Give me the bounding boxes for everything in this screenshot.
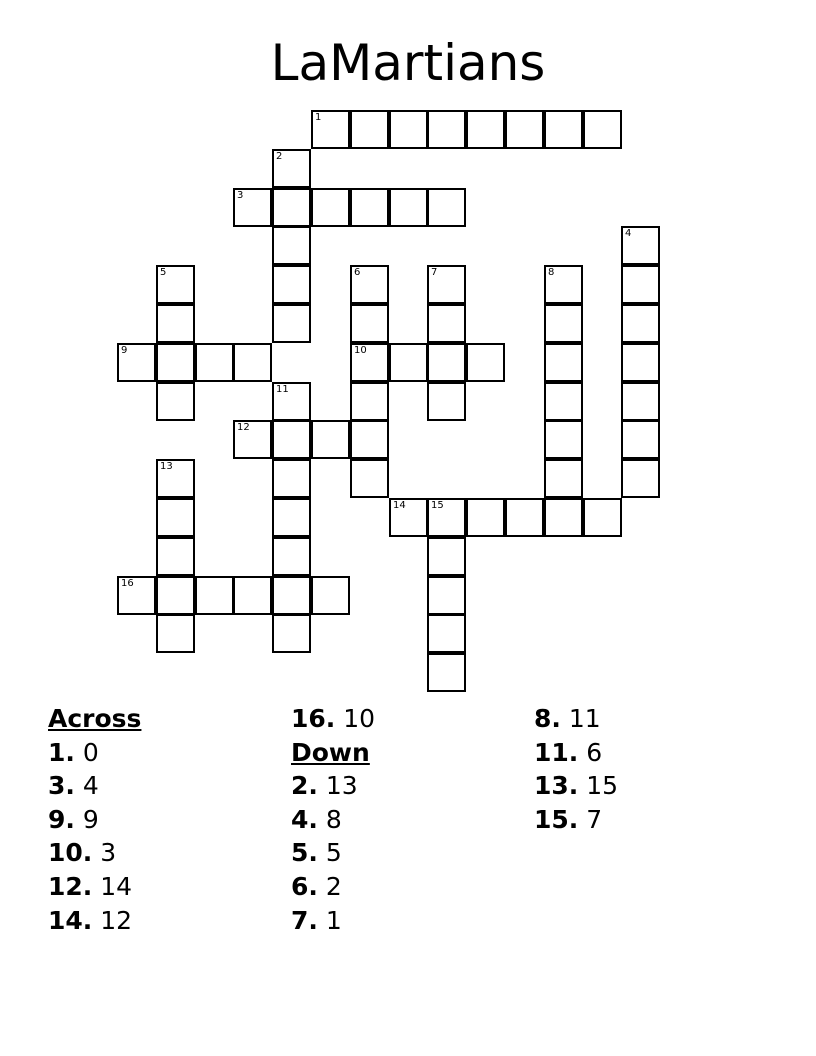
clue-text: 2 (325, 871, 342, 901)
grid-cell[interactable] (156, 343, 195, 382)
grid-cell[interactable] (156, 614, 195, 653)
clue-number-label: 3 (237, 190, 244, 201)
grid-cell[interactable] (272, 304, 311, 343)
grid-cell[interactable] (427, 537, 466, 576)
grid-cell[interactable] (350, 459, 389, 498)
clue-number: 13. (534, 771, 579, 801)
clue-text: 5 (325, 838, 342, 868)
clue-number: 9. (48, 804, 75, 834)
clue-number-label: 4 (625, 228, 632, 239)
down-clue (291, 870, 521, 904)
grid-cell[interactable] (156, 459, 195, 498)
grid-cell[interactable] (272, 614, 311, 653)
clue-text: 15 (586, 771, 619, 801)
grid-cell[interactable] (272, 226, 311, 265)
grid-cell[interactable] (272, 498, 311, 537)
grid-cell[interactable] (621, 420, 660, 459)
clue-number: 11. (534, 737, 579, 767)
down-clue (291, 769, 521, 803)
grid-cell[interactable] (621, 459, 660, 498)
grid-cell[interactable] (195, 343, 234, 382)
down-heading: Down (291, 737, 370, 767)
grid-cell[interactable] (621, 226, 660, 265)
clue-text: 3 (100, 838, 117, 868)
grid-cell[interactable] (544, 420, 583, 459)
clue-number: 2. (291, 771, 318, 801)
grid-cell[interactable] (117, 576, 156, 615)
clue-text: 14 (100, 871, 133, 901)
clue-number-label: 5 (160, 267, 167, 278)
clue-number-label: 6 (354, 267, 361, 278)
grid-cell[interactable] (544, 382, 583, 421)
grid-cell[interactable] (583, 110, 622, 149)
clue-number-label: 12 (237, 422, 250, 433)
clue-text: 10 (343, 704, 376, 733)
grid-cell[interactable] (427, 653, 466, 692)
clue-number-label: 9 (121, 345, 128, 356)
grid-cell[interactable] (544, 343, 583, 382)
clue-number-label: 14 (393, 500, 406, 511)
grid-cell[interactable] (156, 265, 195, 304)
grid-cell[interactable] (272, 576, 311, 615)
grid-cell[interactable] (544, 265, 583, 304)
grid-cell[interactable] (427, 382, 466, 421)
down-clue (534, 769, 764, 803)
clue-number: 1. (48, 737, 75, 767)
clue-number-label: 1 (315, 112, 322, 123)
across-clue (48, 769, 278, 803)
grid-cell[interactable] (427, 614, 466, 653)
grid-cell[interactable] (427, 576, 466, 615)
grid-cell[interactable] (583, 498, 622, 537)
grid-cell[interactable] (311, 576, 350, 615)
grid-cell[interactable] (427, 265, 466, 304)
grid-cell[interactable] (427, 304, 466, 343)
grid-cell[interactable] (621, 265, 660, 304)
grid-cell[interactable] (505, 498, 544, 537)
grid-cell[interactable] (544, 498, 583, 537)
clue-number-label: 7 (431, 267, 438, 278)
grid-cell[interactable] (544, 110, 583, 149)
clue-number: 14. (48, 905, 93, 935)
clue-column-2 (291, 702, 521, 937)
clue-text: 9 (82, 804, 99, 834)
clue-text: 11 (568, 704, 601, 733)
grid-cell[interactable] (389, 343, 428, 382)
clue-number-label: 15 (431, 500, 444, 511)
across-clue (48, 870, 278, 904)
clue-number: 6. (291, 871, 318, 901)
clue-number: 15. (534, 804, 579, 834)
grid-cell[interactable] (350, 188, 389, 227)
grid-cell[interactable] (544, 459, 583, 498)
clue-number: 16. (291, 704, 336, 733)
grid-cell[interactable] (466, 498, 505, 537)
grid-cell[interactable] (272, 265, 311, 304)
clue-number-label: 10 (354, 345, 367, 356)
clue-column-1 (48, 702, 278, 937)
down-clue (534, 803, 764, 837)
clue-text: 6 (586, 737, 603, 767)
across-clue (48, 904, 278, 938)
clue-text: 1 (325, 905, 342, 935)
grid-cell[interactable] (272, 537, 311, 576)
grid-cell[interactable] (350, 420, 389, 459)
puzzle-title: LaMartians (270, 34, 546, 92)
clue-text: 4 (82, 771, 99, 801)
grid-cell[interactable] (233, 343, 272, 382)
grid-cell[interactable] (272, 188, 311, 227)
down-clue (291, 803, 521, 837)
grid-cell[interactable] (311, 110, 350, 149)
clue-text: 0 (82, 737, 99, 767)
down-clue (534, 736, 764, 770)
grid-cell[interactable] (427, 498, 466, 537)
grid-cell[interactable] (621, 304, 660, 343)
grid-cell[interactable] (272, 420, 311, 459)
grid-cell[interactable] (621, 343, 660, 382)
grid-cell[interactable] (389, 188, 428, 227)
grid-cell[interactable] (156, 498, 195, 537)
clue-number-label: 2 (276, 151, 283, 162)
clue-text: 7 (586, 804, 603, 834)
grid-cell[interactable] (621, 382, 660, 421)
down-clue (291, 904, 521, 938)
clue-number: 4. (291, 804, 318, 834)
grid-cell[interactable] (156, 537, 195, 576)
clue-number: 8. (534, 704, 561, 733)
across-clue (48, 736, 278, 770)
grid-cell[interactable] (117, 343, 156, 382)
grid-cell[interactable] (156, 576, 195, 615)
grid-cell[interactable] (233, 576, 272, 615)
clue-number-label: 16 (121, 578, 134, 589)
grid-cell[interactable] (350, 304, 389, 343)
grid-cell[interactable] (156, 382, 195, 421)
down-clue (291, 836, 521, 870)
clue-number: 12. (48, 871, 93, 901)
down-clue (534, 702, 764, 736)
clue-number-label: 13 (160, 461, 173, 472)
grid-cell[interactable] (272, 149, 311, 188)
grid-cell[interactable] (195, 576, 234, 615)
clue-number-label: 11 (276, 384, 289, 395)
grid-cell[interactable] (466, 110, 505, 149)
grid-cell[interactable] (466, 343, 505, 382)
across-clue (48, 836, 278, 870)
grid-cell[interactable] (233, 420, 272, 459)
grid-cell[interactable] (350, 343, 389, 382)
grid-cell[interactable] (350, 382, 389, 421)
grid-cell[interactable] (544, 304, 583, 343)
clue-number: 5. (291, 838, 318, 868)
grid-cell[interactable] (311, 420, 350, 459)
grid-cell[interactable] (427, 110, 466, 149)
grid-cell[interactable] (505, 110, 544, 149)
grid-cell[interactable] (272, 382, 311, 421)
grid-cell[interactable] (389, 498, 428, 537)
grid-cell[interactable] (233, 188, 272, 227)
clue-text: 8 (325, 804, 342, 834)
across-clue (291, 702, 521, 736)
clue-text: 13 (325, 771, 358, 801)
grid-cell[interactable] (427, 188, 466, 227)
grid-cell[interactable] (311, 188, 350, 227)
grid-cell[interactable] (350, 265, 389, 304)
across-clue (48, 803, 278, 837)
grid-cell[interactable] (389, 110, 428, 149)
grid-cell[interactable] (427, 343, 466, 382)
across-heading: Across (48, 704, 142, 733)
grid-cell[interactable] (350, 110, 389, 149)
grid-cell[interactable] (272, 459, 311, 498)
clue-number: 3. (48, 771, 75, 801)
grid-cell[interactable] (156, 304, 195, 343)
clue-number: 10. (48, 838, 93, 868)
clue-column-3 (534, 702, 764, 836)
clue-number: 7. (291, 905, 318, 935)
clue-number-label: 8 (548, 267, 555, 278)
clue-text: 12 (100, 905, 133, 935)
